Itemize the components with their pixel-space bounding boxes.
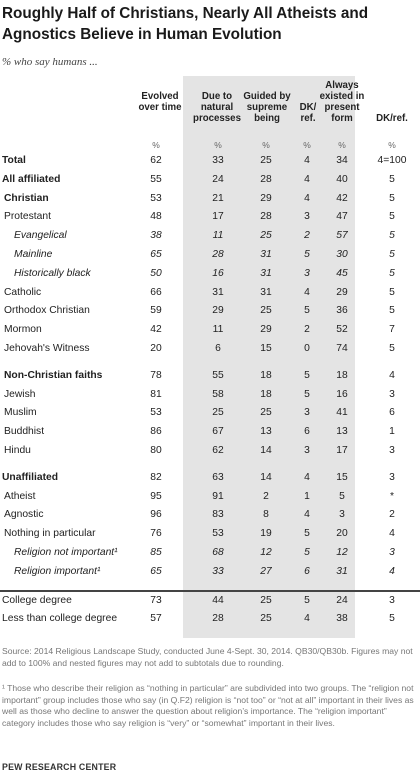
table-cell: 17 — [212, 211, 224, 223]
table-cell: 4 — [304, 471, 310, 483]
row-label: Jehovah's Witness — [4, 342, 90, 354]
table-row — [0, 469, 420, 488]
table-cell: 5 — [304, 594, 310, 606]
table-row — [0, 367, 420, 386]
table-cell: 4 — [389, 528, 395, 540]
table-cell: 28 — [212, 613, 224, 625]
table-cell: 29 — [212, 305, 224, 317]
table-cell: 55 — [212, 369, 224, 381]
table-cell: 42 — [336, 192, 348, 204]
table-cell: 3 — [389, 471, 395, 483]
col-header-dk-ref-2: DK/ref. — [376, 113, 408, 124]
table-row — [0, 321, 420, 340]
table-cell: 3 — [339, 509, 345, 521]
table-cell: 53 — [212, 528, 224, 540]
table-cell: 14 — [260, 444, 272, 456]
table-cell: 3 — [389, 388, 395, 400]
table-cell: 5 — [304, 546, 310, 558]
table-row — [0, 208, 420, 227]
table-cell: 5 — [304, 369, 310, 381]
table-row — [0, 265, 420, 284]
row-label: Religion not important¹ — [14, 546, 118, 558]
table-cell: 12 — [336, 546, 348, 558]
table-cell: 5 — [339, 490, 345, 502]
table-row — [0, 590, 420, 611]
table-row — [0, 227, 420, 246]
table-cell: 24 — [336, 594, 348, 606]
row-label: Buddhist — [4, 426, 45, 438]
table-cell: 5 — [389, 267, 395, 279]
table-cell: 29 — [336, 286, 348, 298]
table-cell: 57 — [150, 613, 162, 625]
row-label: Nothing in particular — [4, 528, 96, 540]
table-cell: 80 — [150, 444, 162, 456]
table-cell: 59 — [150, 305, 162, 317]
table-cell: 41 — [336, 407, 348, 419]
table-row — [0, 610, 420, 629]
table-cell: 2 — [304, 230, 310, 242]
footnote: ¹ Those who describe their religion as “nothing in particular” are subdivided into two groups. The “religion not important” group includes those who say (in Q.F2) religion is “not too” or “not at all” important in their lives as well as those who decline to answer the question about religion’s importance. The “religion important” category includes those who say religion is “very” or “somewhat” important in their lives. — [2, 683, 414, 728]
table-cell: 31 — [260, 248, 272, 260]
source-note: Source: 2014 Religious Landscape Study, conducted June 4-Sept. 30, 2014. QB30/QB30b. Figures may not add to 100% and nested figures may not add to subtotals due to rounding. — [2, 646, 413, 668]
row-label: Catholic — [4, 286, 42, 298]
table-cell: 74 — [336, 342, 348, 354]
table-cell: 66 — [150, 286, 162, 298]
table-cell: 25 — [260, 305, 272, 317]
row-label: Muslim — [4, 407, 37, 419]
table-cell: 55 — [150, 173, 162, 185]
table-cell: 25 — [260, 407, 272, 419]
table-cell: 16 — [336, 388, 348, 400]
table-cell: 0 — [304, 342, 310, 354]
table-cell: 28 — [260, 173, 272, 185]
table-cell: 13 — [260, 426, 272, 438]
table-row — [0, 190, 420, 209]
percent-sign: % — [214, 140, 222, 150]
table-cell: 4 — [304, 155, 310, 166]
table-cell: 45 — [336, 267, 348, 279]
table-row — [0, 386, 420, 405]
table-cell: 48 — [150, 211, 162, 223]
table-cell: 15 — [260, 342, 272, 354]
table-cell: 7 — [389, 324, 395, 336]
col-header-supreme: Guided by supreme being — [243, 91, 291, 124]
table-row — [0, 423, 420, 442]
table-cell: 67 — [212, 426, 224, 438]
row-label: Mainline — [14, 248, 53, 260]
table-cell: 5 — [389, 305, 395, 317]
row-label: Evangelical — [14, 230, 67, 242]
table-cell: 44 — [212, 594, 224, 606]
table-cell: 34 — [336, 155, 348, 166]
table-cell: 5 — [304, 305, 310, 317]
table-cell: 4 — [389, 565, 395, 577]
table-cell: 27 — [260, 565, 272, 577]
row-label: Jewish — [4, 388, 36, 400]
table-cell: 19 — [260, 528, 272, 540]
table-cell: 82 — [150, 471, 162, 483]
percent-sign: % — [152, 140, 160, 150]
table-cell: 2 — [304, 324, 310, 336]
table-cell: 14 — [260, 471, 272, 483]
table-cell: 62 — [212, 444, 224, 456]
table-cell: 5 — [389, 342, 395, 354]
table-cell: 42 — [150, 324, 162, 336]
table-row — [0, 488, 420, 507]
table-cell: 16 — [212, 267, 224, 279]
table-cell: 6 — [215, 342, 221, 354]
table-row — [0, 563, 420, 582]
row-label: Hindu — [4, 444, 31, 456]
table-cell: 25 — [260, 613, 272, 625]
table-cell: 25 — [260, 594, 272, 606]
table-cell: 85 — [150, 546, 162, 558]
credit: PEW RESEARCH CENTER — [2, 762, 117, 772]
table-cell: 6 — [304, 426, 310, 438]
table-cell: 3 — [304, 211, 310, 223]
percent-sign: % — [262, 140, 270, 150]
table-cell: 3 — [389, 444, 395, 456]
col-header-natural: Due to natural processes — [193, 91, 241, 124]
table-cell: 11 — [212, 324, 224, 336]
table-cell: 20 — [336, 528, 348, 540]
table-cell: 52 — [336, 324, 348, 336]
table-cell: 28 — [260, 211, 272, 223]
table-cell: 5 — [389, 230, 395, 242]
percent-sign: % — [338, 140, 346, 150]
table-cell: 21 — [212, 192, 224, 204]
table-cell: 50 — [150, 267, 162, 279]
table-row — [0, 506, 420, 525]
row-label: Orthodox Christian — [4, 305, 90, 317]
table-cell: 65 — [150, 565, 162, 577]
table-cell: 38 — [336, 613, 348, 625]
col-header-always-existed: Always existed in present form — [319, 80, 365, 124]
table-cell: 53 — [150, 192, 162, 204]
table-cell: 33 — [212, 565, 224, 577]
table-cell: 4 — [304, 509, 310, 521]
table-cell: 3 — [389, 594, 395, 606]
table-cell: 86 — [150, 426, 162, 438]
row-label: Less than college degree — [2, 613, 118, 625]
table-row — [0, 246, 420, 265]
table-cell: 76 — [150, 528, 162, 540]
table-cell: 5 — [389, 248, 395, 260]
table-row — [0, 340, 420, 359]
percent-sign: % — [388, 140, 396, 150]
row-label: College degree — [2, 594, 72, 606]
table-cell: 5 — [304, 248, 310, 260]
results-table — [0, 138, 420, 629]
table-cell: 5 — [389, 192, 395, 204]
table-cell: 6 — [389, 407, 395, 419]
table-cell: 5 — [389, 173, 395, 185]
table-row — [0, 302, 420, 321]
table-cell: 31 — [336, 565, 348, 577]
table-cell: 2 — [389, 509, 395, 521]
table-cell: 5 — [389, 286, 395, 298]
table-cell: 13 — [336, 426, 348, 438]
table-cell: 4 — [389, 369, 395, 381]
col-header-dk-ref: DK/ ref. — [299, 102, 317, 124]
table-cell: 1 — [389, 426, 395, 438]
row-label: Non-Christian faiths — [4, 369, 103, 381]
table-cell: 31 — [260, 286, 272, 298]
table-cell: 73 — [150, 594, 162, 606]
row-label: Protestant — [4, 211, 51, 223]
table-cell: 65 — [150, 248, 162, 260]
row-label: Total — [2, 155, 26, 166]
table-cell: 81 — [150, 388, 162, 400]
table-cell: 91 — [212, 490, 224, 502]
table-cell: 5 — [389, 211, 395, 223]
table-cell: 25 — [260, 230, 272, 242]
table-cell: 58 — [212, 388, 224, 400]
table-row — [0, 544, 420, 563]
table-row — [0, 171, 420, 190]
col-header-evolved: Evolved over time — [138, 91, 182, 113]
table-cell: 83 — [212, 509, 224, 521]
page-title: Roughly Half of Christians, Nearly All Atheists and Agnostics Believe in Human Evolution — [2, 5, 369, 43]
subtitle: % who say humans ... — [2, 56, 98, 68]
table-cell: 18 — [336, 369, 348, 381]
table-cell: 36 — [336, 305, 348, 317]
table-cell: 2 — [263, 490, 269, 502]
table-cell: 95 — [150, 490, 162, 502]
table-cell: 47 — [336, 211, 348, 223]
row-label: All affiliated — [2, 173, 61, 185]
table-row — [0, 525, 420, 544]
table-cell: 33 — [212, 155, 224, 166]
table-cell: 4 — [304, 173, 310, 185]
table-cell: 15 — [336, 471, 348, 483]
table-cell: 68 — [212, 546, 224, 558]
table-row — [0, 442, 420, 461]
table-cell: 38 — [150, 230, 162, 242]
table-cell: 62 — [150, 155, 162, 166]
table-row — [0, 284, 420, 303]
table-cell: 4 — [304, 286, 310, 298]
table-cell: 40 — [336, 173, 348, 185]
table-cell: 3 — [304, 407, 310, 419]
table-cell: 28 — [212, 248, 224, 260]
table-cell: 24 — [212, 173, 224, 185]
row-label: Religion important¹ — [14, 565, 101, 577]
table-row — [0, 404, 420, 423]
table-cell: 18 — [260, 369, 272, 381]
row-label: Mormon — [4, 324, 42, 336]
table-cell: 4 — [304, 192, 310, 204]
table-cell: 12 — [260, 546, 272, 558]
table-cell: 18 — [260, 388, 272, 400]
table-cell: 3 — [389, 546, 395, 558]
table-cell: 29 — [260, 324, 272, 336]
table-cell: 6 — [304, 565, 310, 577]
table-cell: 17 — [336, 444, 348, 456]
table-cell: 8 — [263, 509, 269, 521]
table-cell: 4 — [304, 613, 310, 625]
table-cell: 63 — [212, 471, 224, 483]
table-cell: 31 — [260, 267, 272, 279]
table-cell: 29 — [260, 192, 272, 204]
table-cell: 3 — [304, 444, 310, 456]
table-cell: 3 — [304, 267, 310, 279]
percent-header-row — [0, 138, 420, 152]
row-label: Agnostic — [4, 509, 44, 521]
table-cell: 4=100 — [377, 155, 407, 166]
table-cell: 57 — [336, 230, 348, 242]
table-cell: 5 — [304, 528, 310, 540]
table-cell: 5 — [389, 613, 395, 625]
table-cell: 11 — [212, 230, 224, 242]
table-cell: 1 — [304, 490, 310, 502]
table-cell: 53 — [150, 407, 162, 419]
table-cell: 96 — [150, 509, 162, 521]
table-cell: 30 — [336, 248, 348, 260]
percent-sign: % — [303, 140, 311, 150]
row-label: Atheist — [4, 490, 36, 502]
table-cell: 20 — [150, 342, 162, 354]
table-cell: 78 — [150, 369, 162, 381]
row-label: Historically black — [14, 267, 91, 279]
table-cell: * — [389, 490, 394, 502]
table-cell: 25 — [212, 407, 224, 419]
table-row — [0, 152, 420, 171]
table-cell: 25 — [260, 155, 272, 166]
row-label: Christian — [4, 192, 49, 204]
table-cell: 31 — [212, 286, 224, 298]
table-cell: 5 — [304, 388, 310, 400]
row-label: Unaffiliated — [2, 471, 59, 483]
